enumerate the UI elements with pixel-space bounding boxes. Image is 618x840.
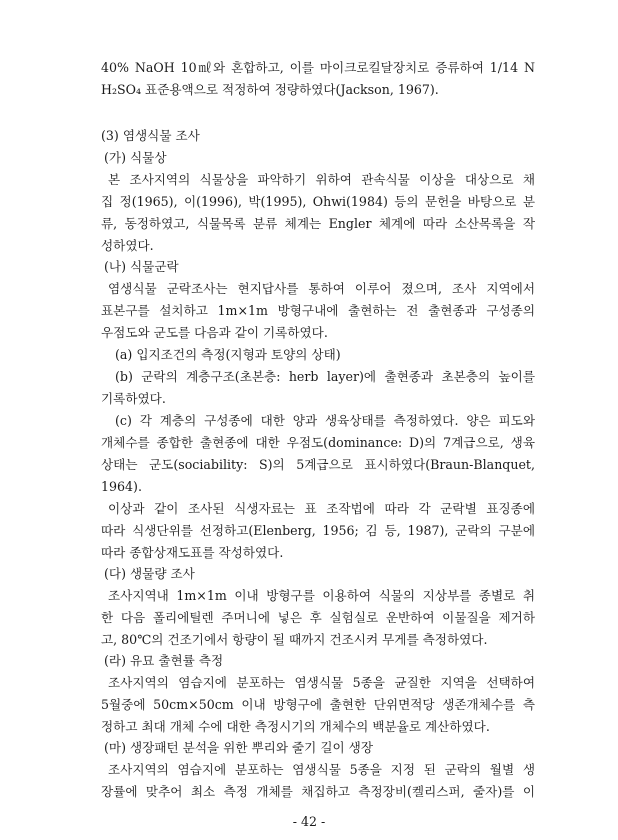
text-line: 정하고 최대 개체 수에 대한 측정시기의 개체수의 백분율로 계산하였다. [101, 719, 490, 734]
text-line: 본 조사지역의 식물상을 파악하기 위하여 관속식물 이상을 대상으로 채 [108, 172, 535, 187]
text-line: 상태는 군도(sociability: S)의 5계급으로 표시하였다(Braun-Blanquet, [101, 457, 535, 472]
list-item: (b) 군락의 계층구조(초본층: herb layer)에 출현종과 초본층의 높이를 [115, 369, 535, 384]
text-line: 성하였다. [101, 238, 154, 253]
text-line: 따라 식생단위를 선정하고(Elenberg, 1956; 김 등, 1987), 군락의 구분에 [101, 523, 535, 538]
text-line: 기록하였다. [101, 391, 166, 406]
text-line: 개체수를 종합한 출현종에 대한 우점도(dominance: D)의 7계급으로, 생육 [101, 435, 535, 450]
page-number: - 42 - [292, 814, 326, 829]
text-line: 표본구를 설치하고 1m×1m 방형구내에 출현하는 전 출현종과 구성종의 [101, 303, 535, 318]
text-line: 조사지역내 1m×1m 이내 방형구를 이용하여 식물의 지상부를 종별로 취 [108, 588, 535, 603]
text-line: 조사지역의 염습지에 분포하는 염생식물 5종을 지정 된 군락의 월별 생 [108, 762, 535, 777]
text-line: H₂SO₄ 표준용액으로 적정하여 정량하였다(Jackson, 1967). [101, 82, 439, 97]
subsection-heading: (다) 생물량 조사 [104, 566, 195, 581]
text-line: 이상과 같이 조사된 식생자료는 표 조작법에 따라 각 군락별 표징종에 [108, 501, 535, 516]
subsection-heading: (가) 식물상 [104, 150, 167, 165]
subsection-heading: (나) 식물군락 [104, 259, 179, 274]
list-item: (a) 입지조건의 측정(지형과 토양의 상태) [115, 347, 341, 362]
text-line: 염생식물 군락조사는 현지답사를 통하여 이루어 졌으며, 조사 지역에서 [108, 281, 535, 296]
subsection-heading: (라) 유묘 출현률 측정 [104, 653, 224, 668]
text-line: 우점도와 군도를 다음과 같이 기록하였다. [101, 325, 328, 340]
section-heading: (3) 염생식물 조사 [101, 128, 200, 143]
text-line: 조사지역의 염습지에 분포하는 염생식물 5종을 균질한 지역을 선택하여 [108, 675, 535, 690]
text-line: 집 정(1965), 이(1996), 박(1995), Ohwi(1984) 등의 문헌을 바탕으로 분 [101, 194, 535, 209]
text-line: 40% NaOH 10㎖와 혼합하고, 이를 마이크로킬달장치로 증류하여 1/14 N [101, 60, 535, 75]
text-line: 장률에 맞추어 최소 측정 개체를 채집하고 측정장비(켈리스퍼, 줄자)를 이 [101, 784, 535, 799]
list-item: (c) 각 계층의 구성종에 대한 양과 생육상태를 측정하였다. 양은 피도와 [115, 413, 535, 428]
subsection-heading: (마) 생장패턴 분석을 위한 뿌리와 줄기 길이 생장 [104, 740, 373, 755]
text-line: 따라 종합상재도표를 작성하였다. [101, 545, 284, 560]
text-line: 류, 동정하였고, 식물목록 분류 체계는 Engler 체계에 따라 소산목록을 작 [101, 216, 535, 231]
text-line: 5월중에 50cm×50cm 이내 방형구에 출현한 단위면적당 생존개체수를 측 [101, 697, 535, 712]
text-line: 고, 80℃의 건조기에서 항량이 될 때까지 건조시켜 무게를 측정하였다. [101, 632, 488, 647]
text-line: 1964). [101, 479, 142, 494]
text-line: 한 다음 폴리에틸렌 주머니에 넣은 후 실험실로 운반하여 이물질을 제거하 [101, 610, 535, 625]
